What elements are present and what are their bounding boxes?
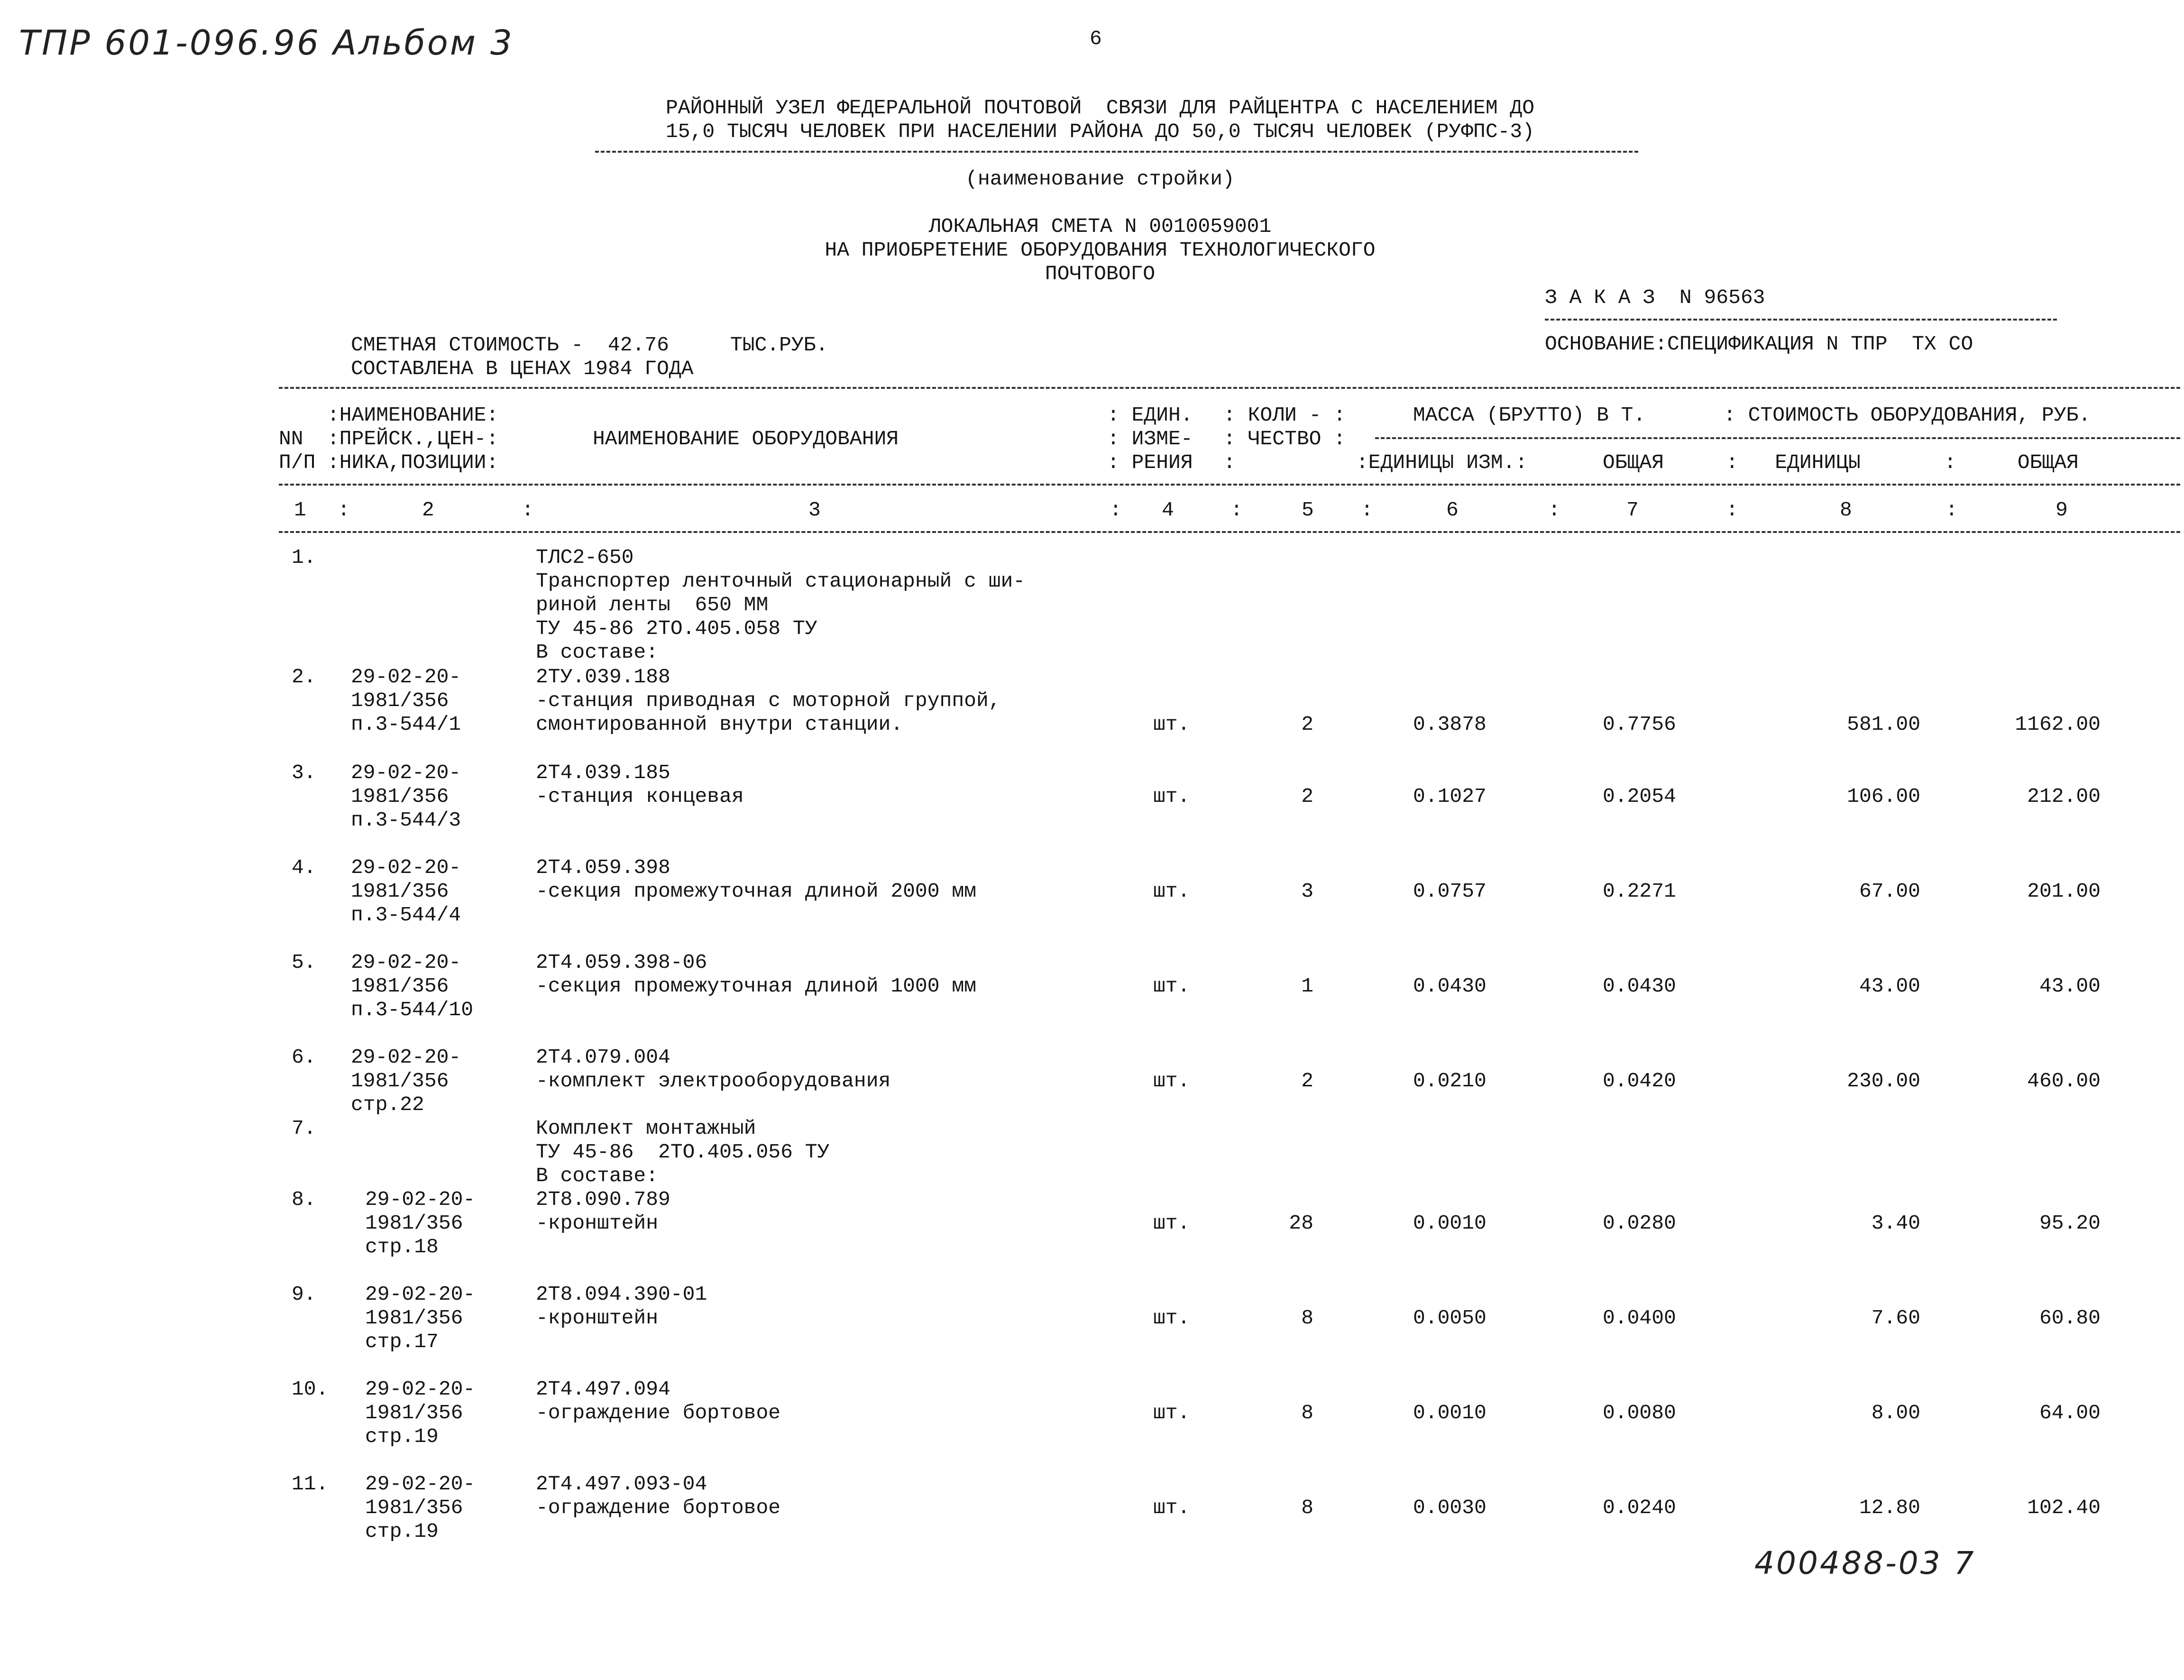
equipment-name-line: -ограждение бортовое [536,1401,781,1424]
header-mid-divider [279,484,2180,486]
quantity: 8 [1301,1401,1313,1424]
header-col-qty-3: : [1223,451,1236,474]
equipment-name-line: 2Т4.497.094 [536,1377,670,1401]
equipment-name-line: Комплект монтажный [536,1117,756,1140]
unit-of-measure: шт. [1153,974,1190,998]
equipment-name-line: -ограждение бортовое [536,1496,781,1519]
header-cost-group: : СТОИМОСТЬ ОБОРУДОВАНИЯ, РУБ. [1724,404,2091,427]
equipment-name-line: -кронштейн [536,1212,659,1235]
column-separator: : [1945,498,1958,522]
pricelist-reference: 1981/356 [351,974,449,998]
price-total: 460.00 [2027,1069,2101,1092]
price-total: 43.00 [2039,974,2101,998]
column-number: 6 [1446,498,1459,522]
mass-total: 0.0400 [1603,1306,1676,1330]
pricelist-reference: 1981/356 [351,880,449,903]
row-number: 11. [292,1472,329,1496]
equipment-name-line: риной ленты 650 ММ [536,593,769,616]
mass-total: 0.0430 [1603,974,1676,998]
pricelist-reference: 29-02-20- [365,1377,476,1401]
column-number: 5 [1302,498,1314,522]
column-separator: : [1548,498,1560,522]
column-separator: : [338,498,350,522]
price-per-unit: 7.60 [1871,1306,1920,1330]
prices-year: СОСТАВЛЕНА В ЦЕНАХ 1984 ГОДА [351,357,694,380]
pricelist-reference: 29-02-20- [365,1188,476,1211]
price-total: 1162.00 [2015,713,2101,736]
header-col-unit-2: : ИЗМЕ- [1107,427,1193,450]
column-number: 2 [422,498,434,522]
row-number: 3. [292,761,316,784]
construction-caption: (наименование стройки) [965,167,1235,191]
row-number: 4. [292,856,316,879]
pricelist-reference: стр.22 [351,1093,424,1116]
mass-total: 0.7756 [1603,713,1676,736]
equipment-name-line: -кронштейн [536,1306,659,1330]
column-number: 3 [808,498,821,522]
mass-per-unit: 0.1027 [1413,785,1487,808]
header-col-pricelist-1: :НАИМЕНОВАНИЕ: [327,404,499,427]
row-number: 9. [292,1283,316,1306]
equipment-name-line: ТУ 45-86 2ТО.405.056 ТУ [536,1140,830,1164]
price-per-unit: 106.00 [1847,785,1920,808]
estimate-title-line-2: НА ПРИОБРЕТЕНИЕ ОБОРУДОВАНИЯ ТЕХНОЛОГИЧЕСКОГО [825,239,1376,262]
quantity: 2 [1301,1069,1313,1092]
equipment-name-line: 2Т8.090.789 [536,1188,670,1211]
quantity: 3 [1301,880,1313,903]
header-col-mass-unit: :ЕДИНИЦЫ ИЗМ.: [1356,451,1528,474]
pricelist-reference: стр.18 [365,1235,439,1258]
price-total: 60.80 [2039,1306,2101,1330]
estimated-cost: СМЕТНАЯ СТОИМОСТЬ - 42.76 ТЫС.РУБ. [351,333,828,357]
pricelist-reference: п.3-544/1 [351,713,461,736]
mass-total: 0.0240 [1603,1496,1676,1519]
pricelist-reference: 1981/356 [351,689,449,712]
header-col-nn-1: NN [279,427,303,450]
pricelist-reference: 29-02-20- [351,761,461,784]
basis-text: ОСНОВАНИЕ:СПЕЦИФИКАЦИЯ N ТПР ТХ СО [1545,332,1973,356]
pricelist-reference: 29-02-20- [351,856,461,879]
equipment-name-line: -секция промежуточная длиной 1000 мм [536,974,976,998]
column-number: 9 [2056,498,2068,522]
equipment-name-line: ТЛС2-650 [536,546,634,569]
header-col-price-total: : ОБЩАЯ [1944,451,2079,474]
unit-of-measure: шт. [1153,1306,1190,1330]
mass-total: 0.2054 [1603,785,1676,808]
pricelist-reference: 1981/356 [365,1306,463,1330]
equipment-name-line: -секция промежуточная длиной 2000 мм [536,880,976,903]
price-per-unit: 43.00 [1859,974,1920,998]
column-separator: : [1110,498,1122,522]
mass-per-unit: 0.0030 [1413,1496,1487,1519]
quantity: 1 [1301,974,1313,998]
price-total: 212.00 [2027,785,2101,808]
equipment-name-line: 2Т4.059.398 [536,856,670,879]
equipment-name-line: -комплект электрооборудования [536,1069,891,1092]
column-number: 1 [294,498,306,522]
estimate-title-line-3: ПОЧТОВОГО [1045,262,1156,285]
page-number: 6 [1090,27,1102,50]
header-col-price-unit: : ЕДИНИЦЫ [1726,451,1861,474]
estimate-title-line-1: ЛОКАЛЬНАЯ СМЕТА N 0010059001 [928,215,1272,238]
row-number: 2. [292,665,316,689]
sheet-stamp: 400488-03 7 [1754,1545,1976,1581]
unit-of-measure: шт. [1153,785,1190,808]
column-separator: : [1230,498,1243,522]
mass-per-unit: 0.0050 [1413,1306,1487,1330]
equipment-name-line: 2Т8.094.390-01 [536,1283,707,1306]
mass-per-unit: 0.0010 [1413,1212,1487,1235]
pricelist-reference: стр.17 [365,1330,439,1353]
unit-of-measure: шт. [1153,1401,1190,1424]
quantity: 2 [1301,713,1313,736]
quantity: 28 [1289,1212,1313,1235]
pricelist-reference: п.3-544/3 [351,808,461,832]
pricelist-reference: 1981/356 [351,1069,449,1092]
equipment-name-line: ТУ 45-86 2ТО.405.058 ТУ [536,617,817,640]
mass-total: 0.2271 [1603,880,1676,903]
equipment-name-line: 2Т4.079.004 [536,1046,670,1069]
equipment-name-line: В составе: [536,641,659,664]
unit-of-measure: шт. [1153,1212,1190,1235]
header-col-qty-1: : КОЛИ - : [1223,404,1346,427]
price-total: 102.40 [2027,1496,2101,1519]
pricelist-reference: 29-02-20- [351,951,461,974]
equipment-name-line: В составе: [536,1164,659,1187]
pricelist-reference: 1981/356 [365,1496,463,1519]
equipment-name-line: 2Т4.039.185 [536,761,670,784]
equipment-name-line: -станция концевая [536,785,744,808]
mass-total: 0.0280 [1603,1212,1676,1235]
header-subgroup-divider [1375,437,2180,439]
price-total: 95.20 [2039,1212,2101,1235]
header-col-equipment-name: НАИМЕНОВАНИЕ ОБОРУДОВАНИЯ [593,427,899,450]
row-number: 1. [292,546,316,569]
header-col-pricelist-3: :НИКА,ПОЗИЦИИ: [327,451,499,474]
pricelist-reference: стр.19 [365,1425,439,1448]
mass-per-unit: 0.0430 [1413,974,1487,998]
title-divider [595,151,1638,153]
mass-total: 0.0420 [1603,1069,1676,1092]
unit-of-measure: шт. [1153,1069,1190,1092]
pricelist-reference: стр.19 [365,1520,439,1543]
quantity: 2 [1301,785,1313,808]
pricelist-reference: 29-02-20- [351,665,461,689]
quantity: 8 [1301,1306,1313,1330]
price-per-unit: 67.00 [1859,880,1920,903]
project-title-line-2: 15,0 ТЫСЯЧ ЧЕЛОВЕК ПРИ НАСЕЛЕНИИ РАЙОНА ДО 50,0 ТЫСЯЧ ЧЕЛОВЕК (РУФПС-3) [665,120,1535,143]
unit-of-measure: шт. [1153,713,1190,736]
equipment-name-line: -станция приводная с моторной группой, [536,689,1001,712]
row-number: 7. [292,1117,316,1140]
header-col-qty-2: : ЧЕСТВО : [1223,427,1346,450]
pricelist-reference: 29-02-20- [351,1046,461,1069]
unit-of-measure: шт. [1153,880,1190,903]
pricelist-reference: 1981/356 [365,1212,463,1235]
price-per-unit: 3.40 [1871,1212,1920,1235]
price-per-unit: 12.80 [1859,1496,1920,1519]
header-mass-group: МАССА (БРУТТО) В Т. [1413,404,1646,427]
price-per-unit: 8.00 [1871,1401,1920,1424]
price-total: 64.00 [2039,1401,2101,1424]
row-number: 6. [292,1046,316,1069]
price-per-unit: 230.00 [1847,1069,1920,1092]
pricelist-reference: 29-02-20- [365,1283,476,1306]
mass-per-unit: 0.0010 [1413,1401,1487,1424]
mass-per-unit: 0.0210 [1413,1069,1487,1092]
column-number: 4 [1162,498,1174,522]
column-separator: : [1726,498,1738,522]
pricelist-reference: п.3-544/4 [351,903,461,927]
row-number: 8. [292,1188,316,1211]
price-total: 201.00 [2027,880,2101,903]
pricelist-reference: 1981/356 [351,785,449,808]
header-bottom-divider [279,531,2180,533]
pricelist-reference: 29-02-20- [365,1472,476,1496]
column-separator: : [1361,498,1373,522]
row-number: 5. [292,951,316,974]
column-separator: : [522,498,534,522]
header-col-nn-2: П/П [279,451,316,474]
order-divider [1545,319,2057,321]
equipment-name-line: 2Т4.497.093-04 [536,1472,707,1496]
equipment-name-line: Транспортер ленточный стационарный с ши- [536,569,1026,593]
header-col-unit-3: : РЕНИЯ [1107,451,1193,474]
equipment-name-line: 2Т4.059.398-06 [536,951,707,974]
mass-per-unit: 0.0757 [1413,880,1487,903]
pricelist-reference: п.3-544/10 [351,998,474,1021]
unit-of-measure: шт. [1153,1496,1190,1519]
price-per-unit: 581.00 [1847,713,1920,736]
equipment-name-line: 2ТУ.039.188 [536,665,670,689]
header-col-mass-total: ОБЩАЯ [1603,451,1664,474]
pricelist-reference: 1981/356 [365,1401,463,1424]
mass-total: 0.0080 [1603,1401,1676,1424]
header-col-unit-1: : ЕДИН. [1107,404,1193,427]
column-number: 8 [1840,498,1852,522]
header-top-divider [279,387,2180,389]
mass-per-unit: 0.3878 [1413,713,1487,736]
album-stamp: ТПР 601-096.96 Альбом 3 [19,23,514,63]
row-number: 10. [292,1377,329,1401]
project-title-line-1: РАЙОННЫЙ УЗЕЛ ФЕДЕРАЛЬНОЙ ПОЧТОВОЙ СВЯЗИ ДЛЯ РАЙЦЕНТРА С НАСЕЛЕНИЕМ ДО [665,96,1535,119]
quantity: 8 [1301,1496,1313,1519]
column-number: 7 [1626,498,1639,522]
header-col-pricelist-2: :ПРЕЙСК.,ЦЕН-: [327,427,499,450]
equipment-name-line: смонтированной внутри станции. [536,713,903,736]
order-number: З А К А З N 96563 [1545,286,1765,309]
